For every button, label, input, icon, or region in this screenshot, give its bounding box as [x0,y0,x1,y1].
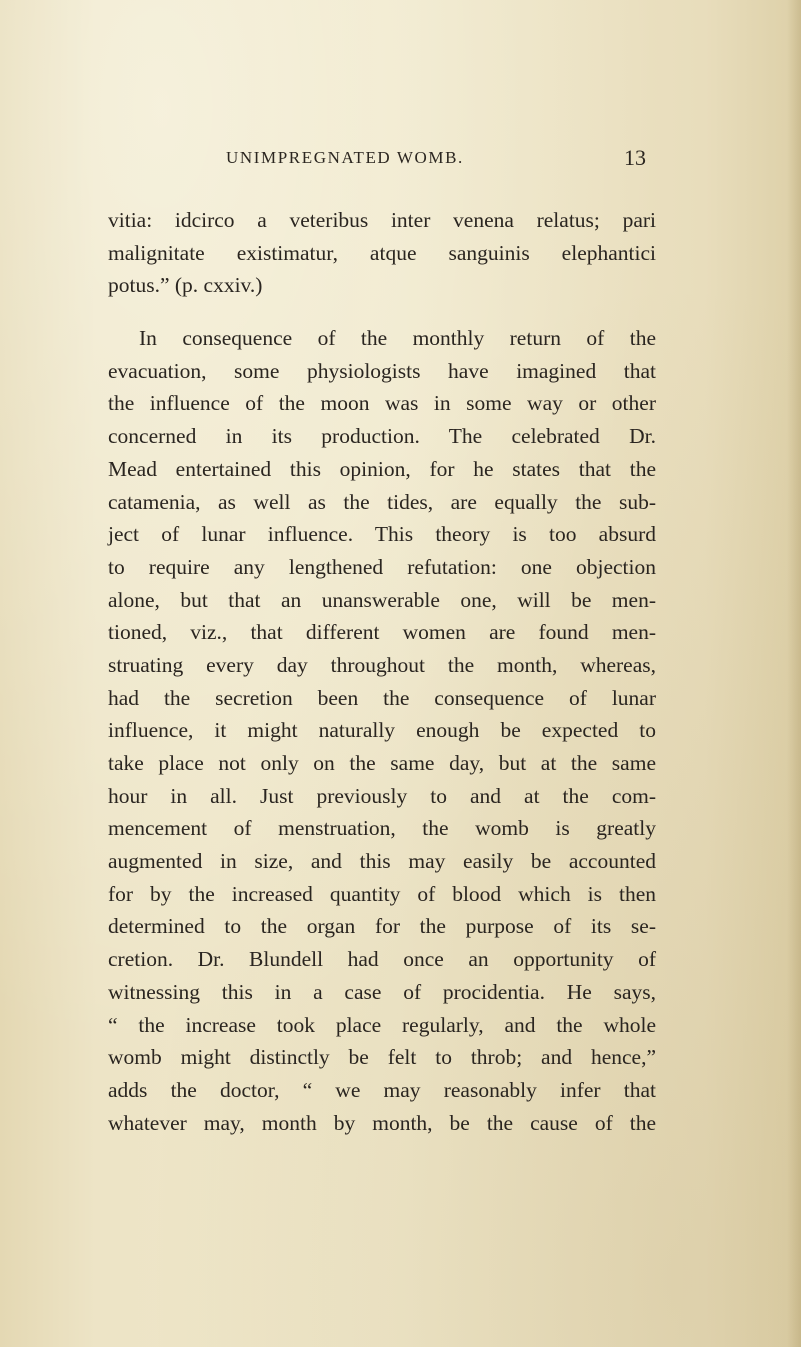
text-line: whatever may, month by month, be the cause of the [108,1110,656,1135]
text-line: take place not only on the same day, but at the same [108,751,656,775]
text-line: womb might distinctly be felt to throb; and hence,” [108,1045,656,1070]
body-text [108,204,656,1139]
text-line: hour in all. Just previously to and at the com- [108,783,656,808]
text-line: to require any lengthened refutation: one objection [108,554,656,579]
paragraph-2 [108,322,656,1139]
text-line: determined to the organ for the purpose of its se- [108,914,656,939]
text-line-indented: In consequence of the monthly return of the [139,326,656,351]
page-number: 13 [624,145,646,170]
text-line: had the secretion been the consequence of lunar [108,685,656,710]
text-line: Mead entertained this opinion, for he states that the [108,456,656,481]
text-line: the influence of the moon was in some way or other [108,391,656,416]
text-line: adds the doctor, “ we may reasonably infer that [108,1077,656,1102]
text-line: vitia: idcirco a veteribus inter venena relatus; pari [108,208,656,232]
text-line: mencement of menstruation, the womb is greatly [108,816,656,841]
text-line: witnessing this in a case of procidentia. He says, [108,979,656,1004]
text-line: cretion. Dr. Blundell had once an opportunity of [108,947,656,972]
running-title: UNIMPREGNATED WOMB. [226,148,464,167]
page-edge-shadow [787,0,801,1347]
text-line: potus.” (p. cxxiv.) [108,273,263,298]
text-line: alone, but that an unanswerable one, will be men- [108,587,656,612]
page-header [226,145,646,178]
text-line: tioned, viz., that different women are found men- [108,620,656,645]
paragraph-1 [108,204,656,302]
text-line: malignitate existimatur, atque sanguinis elephantici [108,240,656,265]
text-line: “ the increase took place regularly, and the whole [108,1012,656,1037]
text-line: struating every day throughout the month, whereas, [108,652,656,677]
text-line: augmented in size, and this may easily be accounted [108,849,656,874]
text-line: ject of lunar influence. This theory is too absurd [108,522,656,547]
text-line: influence, it might naturally enough be expected to [108,718,656,743]
text-line: evacuation, some physiologists have imagined that [108,358,656,383]
text-line: catamenia, as well as the tides, are equally the sub- [108,489,656,514]
paragraph-gap [108,302,656,322]
text-line: for by the increased quantity of blood which is then [108,881,656,906]
text-line: concerned in its production. The celebrated Dr. [108,424,656,449]
